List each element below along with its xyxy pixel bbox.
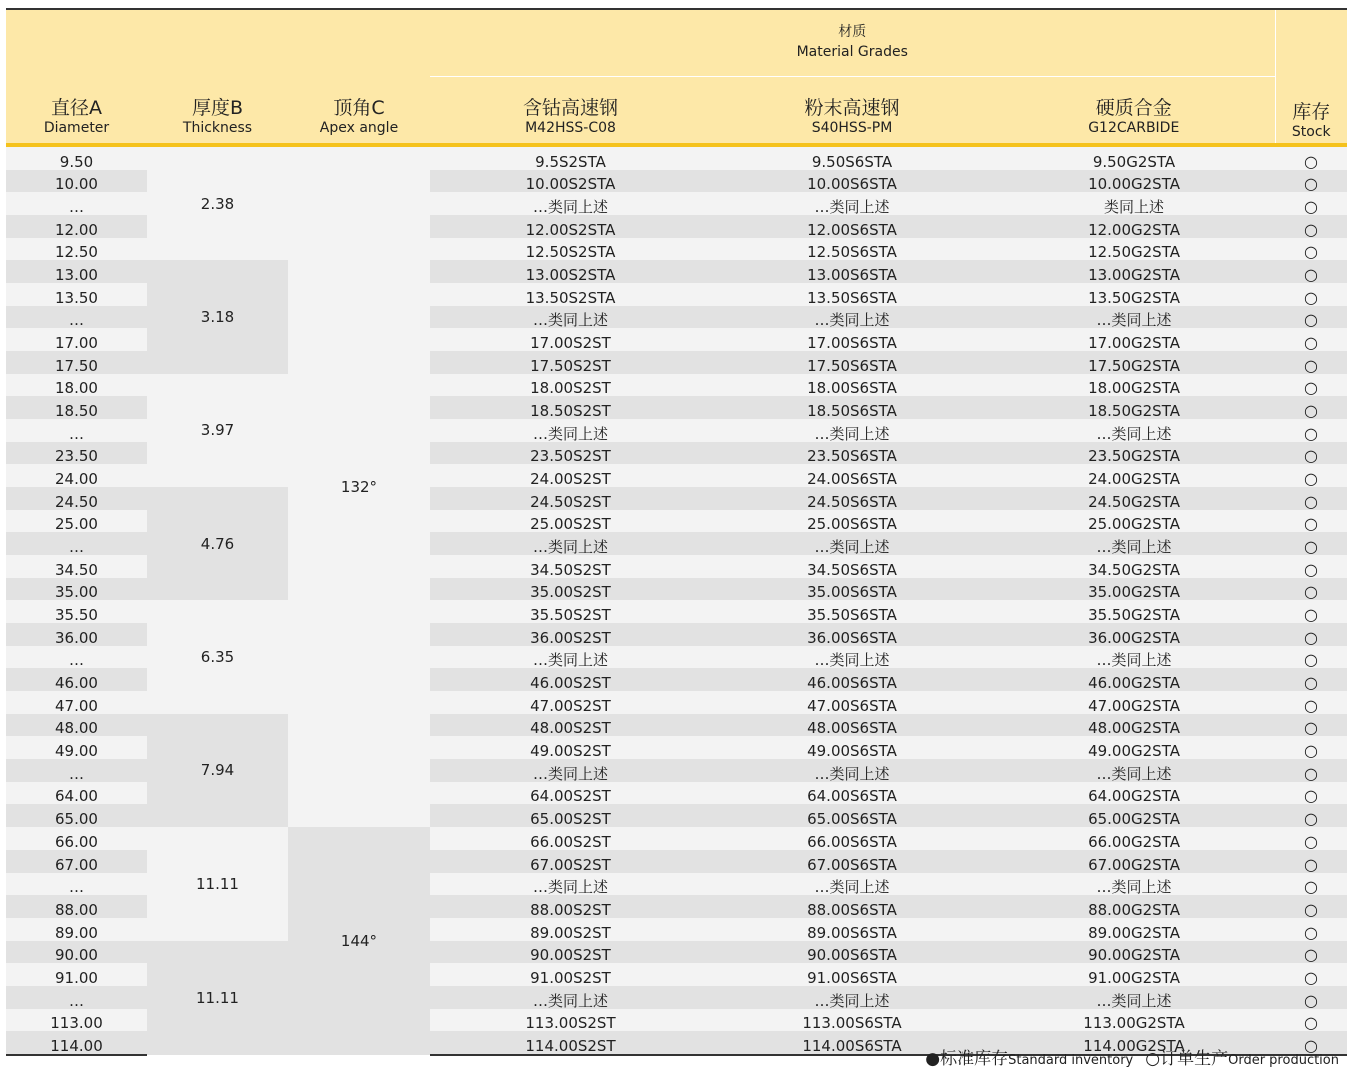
diameter-cell: 18.00 [6, 374, 147, 397]
g12carbide-code-cell: …类同上述 [993, 759, 1275, 782]
diameter-cell: 48.00 [6, 714, 147, 737]
header-m3-zh: 硬质合金 [1095, 97, 1172, 119]
thickness-cell: 11.11 [147, 827, 288, 940]
product-table-container [6, 8, 1347, 1056]
m42hss-code-cell: 12.00S2STA [430, 215, 711, 238]
m42hss-code-cell: 24.50S2ST [430, 487, 711, 510]
m42hss-code-cell: 35.00S2ST [430, 578, 711, 601]
s40hss-code-cell: 17.00S6STA [711, 328, 993, 351]
stock-status-cell: ○ [1275, 873, 1347, 896]
diameter-cell: 12.50 [6, 238, 147, 261]
g12carbide-code-cell: 9.50G2STA [993, 145, 1275, 170]
thickness-cell: 2.38 [147, 145, 288, 260]
m42hss-code-cell: 91.00S2ST [430, 963, 711, 986]
s40hss-code-cell: 65.00S6STA [711, 804, 993, 827]
g12carbide-code-cell: 91.00G2STA [993, 963, 1275, 986]
g12carbide-code-cell: 35.50G2STA [993, 600, 1275, 623]
s40hss-code-cell: 18.50S6STA [711, 396, 993, 419]
stock-status-cell: ○ [1275, 578, 1347, 601]
thickness-cell: 6.35 [147, 600, 288, 713]
legend-order-zh: 订单生产 [1160, 1049, 1229, 1069]
m42hss-code-cell: …类同上述 [430, 986, 711, 1009]
table-body [6, 145, 1347, 1055]
header-m1-en: M42HSS-C08 [525, 120, 616, 136]
stock-status-cell: ○ [1275, 419, 1347, 442]
g12carbide-code-cell: 13.50G2STA [993, 283, 1275, 306]
m42hss-code-cell: 34.50S2ST [430, 555, 711, 578]
g12carbide-code-cell: …类同上述 [993, 306, 1275, 329]
header-stock-en: Stock [1291, 124, 1331, 140]
legend-order-symbol: ○ [1145, 1049, 1161, 1069]
header-stock [1275, 9, 1347, 145]
stock-status-cell: ○ [1275, 782, 1347, 805]
s40hss-code-cell: …类同上述 [711, 873, 993, 896]
g12carbide-code-cell: …类同上述 [993, 646, 1275, 669]
g12carbide-code-cell: 46.00G2STA [993, 668, 1275, 691]
s40hss-code-cell: 25.00S6STA [711, 510, 993, 533]
diameter-cell: 91.00 [6, 963, 147, 986]
header-thickness-en: Thickness [182, 120, 253, 136]
g12carbide-code-cell: 34.50G2STA [993, 555, 1275, 578]
m42hss-code-cell: 18.50S2ST [430, 396, 711, 419]
header-diameter-zh: 直径A [51, 97, 102, 119]
g12carbide-code-cell: 88.00G2STA [993, 895, 1275, 918]
diameter-cell: … [6, 873, 147, 896]
s40hss-code-cell: 64.00S6STA [711, 782, 993, 805]
m42hss-code-cell: …类同上述 [430, 759, 711, 782]
header-m2-zh: 粉末高速钢 [804, 97, 900, 119]
g12carbide-code-cell: 17.00G2STA [993, 328, 1275, 351]
m42hss-code-cell: 66.00S2ST [430, 827, 711, 850]
stock-status-cell: ○ [1275, 691, 1347, 714]
g12carbide-code-cell: 23.50G2STA [993, 442, 1275, 465]
stock-status-cell: ○ [1275, 351, 1347, 374]
diameter-cell: 34.50 [6, 555, 147, 578]
m42hss-code-cell: 18.00S2ST [430, 374, 711, 397]
stock-status-cell: ○ [1275, 941, 1347, 964]
diameter-cell: 13.50 [6, 283, 147, 306]
stock-status-cell: ○ [1275, 895, 1347, 918]
diameter-cell: 66.00 [6, 827, 147, 850]
g12carbide-code-cell: 48.00G2STA [993, 714, 1275, 737]
s40hss-code-cell: 23.50S6STA [711, 442, 993, 465]
m42hss-code-cell: …类同上述 [430, 306, 711, 329]
diameter-cell: 24.50 [6, 487, 147, 510]
table-row [6, 145, 1347, 170]
m42hss-code-cell: 88.00S2ST [430, 895, 711, 918]
stock-status-cell: ○ [1275, 442, 1347, 465]
stock-status-cell: ○ [1275, 759, 1347, 782]
g12carbide-code-cell: …类同上述 [993, 986, 1275, 1009]
m42hss-code-cell: 64.00S2ST [430, 782, 711, 805]
header-diameter-en: Diameter [43, 120, 110, 136]
stock-status-cell: ○ [1275, 192, 1347, 215]
diameter-cell: 13.00 [6, 260, 147, 283]
diameter-cell: 12.00 [6, 215, 147, 238]
diameter-cell: 49.00 [6, 736, 147, 759]
diameter-cell: 35.50 [6, 600, 147, 623]
m42hss-code-cell: 35.50S2ST [430, 600, 711, 623]
s40hss-code-cell: 90.00S6STA [711, 941, 993, 964]
diameter-cell: 35.00 [6, 578, 147, 601]
s40hss-code-cell: …类同上述 [711, 759, 993, 782]
diameter-cell: 25.00 [6, 510, 147, 533]
g12carbide-code-cell: …类同上述 [993, 532, 1275, 555]
header-material-zh: 材质 [838, 24, 867, 40]
header-thickness-zh: 厚度B [191, 97, 244, 119]
s40hss-code-cell: 12.50S6STA [711, 238, 993, 261]
s40hss-code-cell: 13.50S6STA [711, 283, 993, 306]
stock-status-cell: ○ [1275, 1031, 1347, 1055]
s40hss-code-cell: 12.00S6STA [711, 215, 993, 238]
stock-status-cell: ○ [1275, 623, 1347, 646]
m42hss-code-cell: 90.00S2ST [430, 941, 711, 964]
thickness-cell: 7.94 [147, 714, 288, 827]
g12carbide-code-cell: 24.50G2STA [993, 487, 1275, 510]
diameter-cell: 46.00 [6, 668, 147, 691]
diameter-cell: 64.00 [6, 782, 147, 805]
stock-status-cell: ○ [1275, 487, 1347, 510]
stock-status-cell: ○ [1275, 804, 1347, 827]
stock-status-cell: ○ [1275, 306, 1347, 329]
stock-status-cell: ○ [1275, 986, 1347, 1009]
stock-status-cell: ○ [1275, 963, 1347, 986]
m42hss-code-cell: 23.50S2ST [430, 442, 711, 465]
s40hss-code-cell: 49.00S6STA [711, 736, 993, 759]
g12carbide-code-cell: 12.50G2STA [993, 238, 1275, 261]
m42hss-code-cell: 89.00S2ST [430, 918, 711, 941]
diameter-cell: … [6, 986, 147, 1009]
header-material-grades [430, 9, 1275, 77]
g12carbide-code-cell: 25.00G2STA [993, 510, 1275, 533]
m42hss-code-cell: 36.00S2ST [430, 623, 711, 646]
table-row [6, 600, 1347, 623]
m42hss-code-cell: …类同上述 [430, 419, 711, 442]
s40hss-code-cell: 114.00S6STA [711, 1031, 993, 1055]
table-row [6, 827, 1347, 850]
diameter-cell: … [6, 306, 147, 329]
table-row [6, 260, 1347, 283]
m42hss-code-cell: …类同上述 [430, 192, 711, 215]
m42hss-code-cell: 47.00S2ST [430, 691, 711, 714]
apex-angle-cell: 132° [288, 145, 430, 827]
header-apex-zh: 顶角C [333, 97, 385, 119]
s40hss-code-cell: 113.00S6STA [711, 1009, 993, 1032]
diameter-cell: … [6, 192, 147, 215]
header-material-en: Material Grades [796, 44, 908, 60]
s40hss-code-cell: 67.00S6STA [711, 850, 993, 873]
stock-status-cell: ○ [1275, 532, 1347, 555]
s40hss-code-cell: 10.00S6STA [711, 170, 993, 193]
g12carbide-code-cell: 49.00G2STA [993, 736, 1275, 759]
diameter-cell: 113.00 [6, 1009, 147, 1032]
g12carbide-code-cell: 114.00G2STA [993, 1031, 1275, 1055]
g12carbide-code-cell: 90.00G2STA [993, 941, 1275, 964]
thickness-cell: 3.97 [147, 374, 288, 487]
m42hss-code-cell: 9.5S2STA [430, 145, 711, 170]
m42hss-code-cell: 25.00S2ST [430, 510, 711, 533]
s40hss-code-cell: …类同上述 [711, 646, 993, 669]
stock-status-cell: ○ [1275, 600, 1347, 623]
diameter-cell: … [6, 759, 147, 782]
diameter-cell: 114.00 [6, 1031, 147, 1055]
stock-status-cell: ○ [1275, 736, 1347, 759]
diameter-cell: … [6, 419, 147, 442]
g12carbide-code-cell: 113.00G2STA [993, 1009, 1275, 1032]
s40hss-code-cell: 36.00S6STA [711, 623, 993, 646]
diameter-cell: 17.00 [6, 328, 147, 351]
g12carbide-code-cell: 18.00G2STA [993, 374, 1275, 397]
g12carbide-code-cell: 13.00G2STA [993, 260, 1275, 283]
s40hss-code-cell: 17.50S6STA [711, 351, 993, 374]
g12carbide-code-cell: 12.00G2STA [993, 215, 1275, 238]
m42hss-code-cell: 48.00S2ST [430, 714, 711, 737]
g12carbide-code-cell: 67.00G2STA [993, 850, 1275, 873]
stock-status-cell: ○ [1275, 918, 1347, 941]
stock-status-cell: ○ [1275, 714, 1347, 737]
header-m3-en: G12CARBIDE [1088, 120, 1180, 136]
diameter-cell: 67.00 [6, 850, 147, 873]
g12carbide-code-cell: 36.00G2STA [993, 623, 1275, 646]
legend-order-en: Order production [1228, 1053, 1339, 1068]
m42hss-code-cell: 12.50S2STA [430, 238, 711, 261]
diameter-cell: 24.00 [6, 464, 147, 487]
diameter-cell: 65.00 [6, 804, 147, 827]
stock-status-cell: ○ [1275, 260, 1347, 283]
diameter-cell: 17.50 [6, 351, 147, 374]
header-apex-en: Apex angle [319, 120, 399, 136]
stock-status-cell: ○ [1275, 145, 1347, 170]
stock-status-cell: ○ [1275, 238, 1347, 261]
s40hss-code-cell: 48.00S6STA [711, 714, 993, 737]
diameter-cell: 10.00 [6, 170, 147, 193]
s40hss-code-cell: 13.00S6STA [711, 260, 993, 283]
stock-status-cell: ○ [1275, 374, 1347, 397]
header-material-g12carbide [993, 77, 1275, 146]
diameter-cell: 23.50 [6, 442, 147, 465]
g12carbide-code-cell: …类同上述 [993, 873, 1275, 896]
legend-standard-symbol: ● [925, 1049, 941, 1069]
m42hss-code-cell: …类同上述 [430, 873, 711, 896]
table-header [6, 9, 1347, 145]
g12carbide-code-cell: 66.00G2STA [993, 827, 1275, 850]
g12carbide-code-cell: 17.50G2STA [993, 351, 1275, 374]
stock-status-cell: ○ [1275, 328, 1347, 351]
m42hss-code-cell: …类同上述 [430, 646, 711, 669]
stock-status-cell: ○ [1275, 850, 1347, 873]
stock-legend [925, 1044, 1339, 1069]
g12carbide-code-cell: 47.00G2STA [993, 691, 1275, 714]
s40hss-code-cell: 24.50S6STA [711, 487, 993, 510]
table-row [6, 941, 1347, 964]
g12carbide-code-cell: 10.00G2STA [993, 170, 1275, 193]
diameter-cell: 90.00 [6, 941, 147, 964]
stock-status-cell: ○ [1275, 668, 1347, 691]
thickness-cell: 11.11 [147, 941, 288, 1055]
g12carbide-code-cell: 64.00G2STA [993, 782, 1275, 805]
header-material-m42hss [430, 77, 711, 146]
table-row [6, 374, 1347, 397]
header-diameter [6, 9, 147, 145]
m42hss-code-cell: 67.00S2ST [430, 850, 711, 873]
diameter-cell: … [6, 646, 147, 669]
diameter-cell: 47.00 [6, 691, 147, 714]
header-m1-zh: 含钴高速钢 [522, 97, 618, 119]
s40hss-code-cell: 46.00S6STA [711, 668, 993, 691]
s40hss-code-cell: 34.50S6STA [711, 555, 993, 578]
legend-standard-en: Standard inventory [1008, 1053, 1134, 1068]
table-row [6, 714, 1347, 737]
header-thickness [147, 9, 288, 145]
diameter-cell: 88.00 [6, 895, 147, 918]
s40hss-code-cell: 35.50S6STA [711, 600, 993, 623]
g12carbide-code-cell: 24.00G2STA [993, 464, 1275, 487]
m42hss-code-cell: 10.00S2STA [430, 170, 711, 193]
stock-status-cell: ○ [1275, 283, 1347, 306]
legend-standard-zh: 标准库存 [940, 1049, 1009, 1069]
s40hss-code-cell: …类同上述 [711, 306, 993, 329]
s40hss-code-cell: 18.00S6STA [711, 374, 993, 397]
m42hss-code-cell: …类同上述 [430, 532, 711, 555]
header-apex [288, 9, 430, 145]
stock-status-cell: ○ [1275, 464, 1347, 487]
s40hss-code-cell: …类同上述 [711, 192, 993, 215]
s40hss-code-cell: 88.00S6STA [711, 895, 993, 918]
diameter-cell: 36.00 [6, 623, 147, 646]
diameter-cell: … [6, 532, 147, 555]
g12carbide-code-cell: 65.00G2STA [993, 804, 1275, 827]
stock-status-cell: ○ [1275, 215, 1347, 238]
apex-angle-cell: 144° [288, 827, 430, 1055]
s40hss-code-cell: 35.00S6STA [711, 578, 993, 601]
drill-insert-spec-table [6, 8, 1347, 1056]
s40hss-code-cell: 24.00S6STA [711, 464, 993, 487]
header-material-s40hss [711, 77, 993, 146]
g12carbide-code-cell: 18.50G2STA [993, 396, 1275, 419]
g12carbide-code-cell: …类同上述 [993, 419, 1275, 442]
m42hss-code-cell: 65.00S2ST [430, 804, 711, 827]
m42hss-code-cell: 17.50S2ST [430, 351, 711, 374]
stock-status-cell: ○ [1275, 170, 1347, 193]
s40hss-code-cell: 47.00S6STA [711, 691, 993, 714]
m42hss-code-cell: 13.00S2STA [430, 260, 711, 283]
s40hss-code-cell: …类同上述 [711, 419, 993, 442]
stock-status-cell: ○ [1275, 646, 1347, 669]
m42hss-code-cell: 114.00S2ST [430, 1031, 711, 1055]
diameter-cell: 9.50 [6, 145, 147, 170]
s40hss-code-cell: 91.00S6STA [711, 963, 993, 986]
diameter-cell: 89.00 [6, 918, 147, 941]
header-stock-zh: 库存 [1292, 101, 1331, 123]
m42hss-code-cell: 49.00S2ST [430, 736, 711, 759]
stock-status-cell: ○ [1275, 396, 1347, 419]
thickness-cell: 4.76 [147, 487, 288, 600]
thickness-cell: 3.18 [147, 260, 288, 373]
stock-status-cell: ○ [1275, 1009, 1347, 1032]
stock-status-cell: ○ [1275, 827, 1347, 850]
table-row [6, 487, 1347, 510]
stock-status-cell: ○ [1275, 510, 1347, 533]
m42hss-code-cell: 17.00S2ST [430, 328, 711, 351]
g12carbide-code-cell: 35.00G2STA [993, 578, 1275, 601]
m42hss-code-cell: 113.00S2ST [430, 1009, 711, 1032]
diameter-cell: 18.50 [6, 396, 147, 419]
s40hss-code-cell: …类同上述 [711, 986, 993, 1009]
s40hss-code-cell: 9.50S6STA [711, 145, 993, 170]
m42hss-code-cell: 46.00S2ST [430, 668, 711, 691]
s40hss-code-cell: 66.00S6STA [711, 827, 993, 850]
s40hss-code-cell: …类同上述 [711, 532, 993, 555]
g12carbide-code-cell: 89.00G2STA [993, 918, 1275, 941]
m42hss-code-cell: 13.50S2STA [430, 283, 711, 306]
s40hss-code-cell: 89.00S6STA [711, 918, 993, 941]
stock-status-cell: ○ [1275, 555, 1347, 578]
g12carbide-code-cell: 类同上述 [993, 192, 1275, 215]
header-m2-en: S40HSS-PM [811, 120, 893, 136]
m42hss-code-cell: 24.00S2ST [430, 464, 711, 487]
